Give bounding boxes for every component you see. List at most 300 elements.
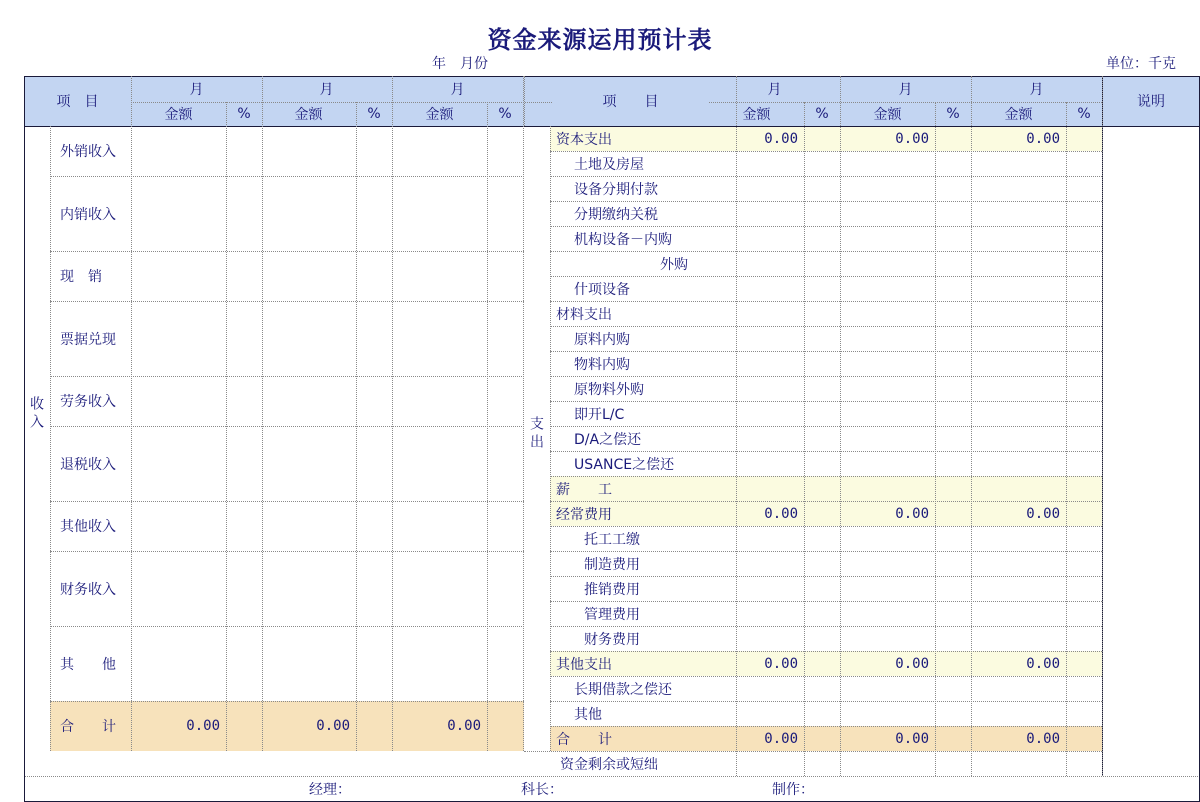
expense-row-label: D/A之偿还 bbox=[574, 431, 642, 448]
surplus-label: 资金剩余或短绌 bbox=[560, 756, 658, 773]
expense-percent-cell[interactable] bbox=[1066, 451, 1102, 476]
income-amount-cell[interactable] bbox=[261, 551, 356, 626]
expense-percent-cell[interactable] bbox=[804, 451, 840, 476]
header-percent-left-1: % bbox=[237, 106, 251, 122]
expense-amount-cell[interactable] bbox=[971, 601, 1060, 626]
income-amount-cell[interactable] bbox=[131, 376, 226, 426]
expense-percent-cell[interactable] bbox=[1066, 201, 1102, 226]
expense-percent-cell[interactable] bbox=[935, 226, 971, 251]
note-cell[interactable] bbox=[1102, 451, 1200, 476]
expense-amount-cell[interactable] bbox=[709, 426, 798, 451]
income-amount-cell[interactable] bbox=[392, 626, 487, 701]
income-percent-cell[interactable] bbox=[356, 626, 392, 701]
expense-percent-cell[interactable] bbox=[804, 126, 840, 151]
income-amount-cell[interactable] bbox=[131, 126, 226, 176]
expense-percent-cell[interactable] bbox=[935, 726, 971, 751]
income-amount-cell[interactable] bbox=[261, 376, 356, 426]
expense-amount-cell[interactable] bbox=[840, 451, 929, 476]
expense-amount-cell[interactable] bbox=[971, 226, 1060, 251]
income-percent-cell[interactable] bbox=[356, 251, 392, 301]
income-amount-cell[interactable] bbox=[392, 251, 487, 301]
expense-amount-cell[interactable] bbox=[840, 701, 929, 726]
expense-percent-cell[interactable] bbox=[1066, 551, 1102, 576]
expense-amount-cell[interactable]: 0.00 bbox=[1026, 730, 1060, 747]
expense-amount-cell[interactable]: 0.00 bbox=[1026, 130, 1060, 147]
income-percent-cell[interactable] bbox=[226, 426, 262, 501]
note-cell[interactable] bbox=[1102, 551, 1200, 576]
income-amount-cell[interactable] bbox=[392, 176, 487, 251]
expense-amount-cell[interactable] bbox=[709, 401, 798, 426]
expense-amount-cell[interactable] bbox=[971, 326, 1060, 351]
income-percent-cell[interactable] bbox=[356, 301, 392, 376]
header-item-right: 项 目 bbox=[602, 94, 659, 110]
expense-amount-cell[interactable] bbox=[840, 676, 929, 701]
expense-amount-cell[interactable]: 0.00 bbox=[764, 730, 798, 747]
income-row-label: 票据兑现 bbox=[60, 331, 116, 348]
surplus-note-cell[interactable] bbox=[1102, 751, 1200, 776]
expense-percent-cell[interactable] bbox=[1066, 676, 1102, 701]
expense-amount-cell[interactable] bbox=[709, 376, 798, 401]
expense-amount-cell[interactable] bbox=[709, 476, 798, 501]
expense-amount-cell[interactable] bbox=[971, 426, 1060, 451]
expense-amount-cell[interactable] bbox=[709, 526, 798, 551]
expense-percent-cell[interactable] bbox=[804, 226, 840, 251]
expense-row-divider bbox=[550, 351, 1102, 352]
income-percent-cell[interactable] bbox=[487, 176, 523, 251]
expense-percent-cell[interactable] bbox=[1066, 276, 1102, 301]
income-amount-cell[interactable] bbox=[131, 426, 226, 501]
note-cell[interactable] bbox=[1102, 576, 1200, 601]
right-amount-divider bbox=[935, 102, 936, 776]
income-row-divider bbox=[50, 176, 524, 177]
income-amount-cell[interactable] bbox=[261, 426, 356, 501]
note-cell[interactable] bbox=[1102, 351, 1200, 376]
expense-percent-cell[interactable] bbox=[935, 701, 971, 726]
income-amount-cell[interactable] bbox=[131, 501, 226, 551]
expense-percent-cell[interactable] bbox=[935, 551, 971, 576]
income-percent-cell[interactable] bbox=[226, 626, 262, 701]
income-amount-cell[interactable] bbox=[261, 251, 356, 301]
expense-percent-cell[interactable] bbox=[935, 326, 971, 351]
expense-row-divider bbox=[550, 226, 1102, 227]
expense-amount-cell[interactable] bbox=[971, 701, 1060, 726]
expense-row-label: 管理费用 bbox=[584, 606, 640, 623]
income-amount-cell[interactable] bbox=[392, 501, 487, 551]
expense-percent-cell[interactable] bbox=[1066, 226, 1102, 251]
note-cell[interactable] bbox=[1102, 426, 1200, 451]
expense-row-label: 财务费用 bbox=[584, 631, 640, 648]
expense-amount-cell[interactable] bbox=[709, 351, 798, 376]
expense-amount-cell[interactable] bbox=[840, 526, 929, 551]
income-amount-cell[interactable] bbox=[392, 376, 487, 426]
left-amount-divider bbox=[226, 102, 227, 751]
expense-percent-cell[interactable] bbox=[1066, 426, 1102, 451]
income-row-divider bbox=[50, 251, 524, 252]
expense-amount-cell[interactable] bbox=[971, 301, 1060, 326]
surplus-amount-cell[interactable] bbox=[971, 751, 1066, 776]
expense-row-label: 原料内购 bbox=[574, 331, 630, 348]
expense-amount-cell[interactable] bbox=[840, 576, 929, 601]
income-row-label: 内销收入 bbox=[60, 206, 116, 223]
left-month-divider bbox=[392, 76, 393, 751]
expense-row-divider bbox=[550, 551, 1102, 552]
expense-percent-cell[interactable] bbox=[804, 526, 840, 551]
expense-amount-cell[interactable] bbox=[709, 276, 798, 301]
expense-percent-cell[interactable] bbox=[1066, 476, 1102, 501]
note-cell[interactable] bbox=[1102, 201, 1200, 226]
expense-amount-cell[interactable] bbox=[971, 151, 1060, 176]
expense-percent-cell[interactable] bbox=[804, 626, 840, 651]
header-month-right-2: 月 bbox=[898, 82, 913, 98]
expense-section-label: 支出 bbox=[528, 416, 544, 452]
expense-percent-cell[interactable] bbox=[804, 726, 840, 751]
expense-percent-cell[interactable] bbox=[935, 451, 971, 476]
expense-amount-cell[interactable] bbox=[709, 676, 798, 701]
income-percent-cell[interactable] bbox=[487, 126, 523, 176]
header-left-sub-divider bbox=[131, 102, 552, 103]
expense-amount-cell[interactable] bbox=[971, 576, 1060, 601]
expense-row-label: 即开L/C bbox=[574, 406, 625, 423]
expense-row-label: 分期缴纳关税 bbox=[574, 206, 658, 223]
note-cell[interactable] bbox=[1102, 401, 1200, 426]
expense-percent-cell[interactable] bbox=[804, 376, 840, 401]
header-month-left-3: 月 bbox=[450, 82, 465, 98]
note-cell[interactable] bbox=[1102, 151, 1200, 176]
expense-percent-cell[interactable] bbox=[935, 151, 971, 176]
expense-percent-cell[interactable] bbox=[935, 176, 971, 201]
expense-row-divider bbox=[550, 326, 1102, 327]
expense-percent-cell[interactable] bbox=[804, 426, 840, 451]
expense-percent-cell[interactable] bbox=[935, 576, 971, 601]
note-cell[interactable] bbox=[1102, 676, 1200, 701]
note-cell[interactable] bbox=[1102, 226, 1200, 251]
expense-amount-cell[interactable] bbox=[709, 226, 798, 251]
expense-amount-cell[interactable] bbox=[971, 251, 1060, 276]
income-amount-cell[interactable] bbox=[131, 301, 226, 376]
income-amount-cell[interactable] bbox=[261, 501, 356, 551]
expense-row-label: 推销费用 bbox=[584, 581, 640, 598]
income-percent-cell[interactable] bbox=[487, 376, 523, 426]
expense-percent-cell[interactable] bbox=[935, 626, 971, 651]
income-percent-cell[interactable] bbox=[356, 551, 392, 626]
expense-amount-cell[interactable] bbox=[971, 276, 1060, 301]
expense-amount-cell[interactable] bbox=[971, 676, 1060, 701]
expense-percent-cell[interactable] bbox=[1066, 151, 1102, 176]
expense-percent-cell[interactable] bbox=[804, 551, 840, 576]
expense-amount-cell[interactable] bbox=[709, 151, 798, 176]
expense-percent-cell[interactable] bbox=[935, 401, 971, 426]
header-month-left-1: 月 bbox=[189, 82, 204, 98]
income-percent-cell[interactable] bbox=[226, 376, 262, 426]
expense-percent-cell[interactable] bbox=[804, 276, 840, 301]
expense-amount-cell[interactable]: 0.00 bbox=[764, 505, 798, 522]
income-amount-cell[interactable] bbox=[131, 251, 226, 301]
income-percent-cell[interactable] bbox=[226, 501, 262, 551]
income-row-label: 劳务收入 bbox=[60, 394, 116, 410]
expense-percent-cell[interactable] bbox=[804, 401, 840, 426]
expense-amount-cell[interactable] bbox=[709, 701, 798, 726]
expense-percent-cell[interactable] bbox=[935, 301, 971, 326]
income-row-label: 退税收入 bbox=[60, 456, 116, 473]
surplus-percent-cell[interactable] bbox=[1066, 751, 1102, 776]
expense-percent-cell[interactable] bbox=[935, 476, 971, 501]
expense-amount-cell[interactable] bbox=[840, 176, 929, 201]
note-cell[interactable] bbox=[1102, 126, 1200, 151]
note-cell[interactable] bbox=[1102, 376, 1200, 401]
income-percent-cell[interactable] bbox=[226, 301, 262, 376]
expense-percent-cell[interactable] bbox=[804, 151, 840, 176]
expense-percent-cell[interactable] bbox=[1066, 726, 1102, 751]
expense-percent-cell[interactable] bbox=[804, 476, 840, 501]
right-amount-divider bbox=[804, 102, 805, 776]
expense-percent-cell[interactable] bbox=[804, 251, 840, 276]
left-amount-divider bbox=[356, 102, 357, 751]
income-label-divider bbox=[50, 126, 51, 751]
expense-percent-cell[interactable] bbox=[1066, 126, 1102, 151]
expense-percent-cell[interactable] bbox=[1066, 626, 1102, 651]
expense-label-divider bbox=[550, 126, 551, 751]
note-cell[interactable] bbox=[1102, 501, 1200, 526]
expense-amount-cell[interactable] bbox=[709, 451, 798, 476]
expense-percent-cell[interactable] bbox=[804, 676, 840, 701]
note-cell[interactable] bbox=[1102, 526, 1200, 551]
expense-amount-cell[interactable] bbox=[971, 201, 1060, 226]
expense-amount-cell[interactable] bbox=[840, 251, 929, 276]
expense-percent-cell[interactable] bbox=[804, 326, 840, 351]
expense-amount-cell[interactable] bbox=[840, 151, 929, 176]
expense-percent-cell[interactable] bbox=[804, 576, 840, 601]
expense-row-divider bbox=[550, 626, 1102, 627]
expense-percent-cell[interactable] bbox=[804, 351, 840, 376]
expense-amount-cell[interactable]: 0.00 bbox=[895, 655, 929, 672]
expense-percent-cell[interactable] bbox=[1066, 301, 1102, 326]
expense-amount-cell[interactable]: 0.00 bbox=[1026, 505, 1060, 522]
expense-percent-cell[interactable] bbox=[935, 126, 971, 151]
income-percent-cell[interactable] bbox=[226, 126, 262, 176]
expense-amount-cell[interactable] bbox=[840, 626, 929, 651]
expense-amount-cell[interactable] bbox=[709, 301, 798, 326]
expense-percent-cell[interactable] bbox=[804, 651, 840, 676]
expense-percent-cell[interactable] bbox=[935, 501, 971, 526]
income-percent-cell[interactable] bbox=[487, 301, 523, 376]
header-percent-left-2: % bbox=[367, 106, 381, 122]
expense-percent-cell[interactable] bbox=[1066, 251, 1102, 276]
income-percent-cell[interactable] bbox=[226, 176, 262, 251]
right-item-divider bbox=[736, 76, 737, 776]
income-amount-cell[interactable] bbox=[261, 626, 356, 701]
income-percent-cell[interactable] bbox=[356, 426, 392, 501]
note-cell[interactable] bbox=[1102, 276, 1200, 301]
income-amount-cell[interactable] bbox=[392, 426, 487, 501]
expense-amount-cell[interactable] bbox=[840, 326, 929, 351]
income-row-label: 其他收入 bbox=[60, 519, 116, 535]
note-cell[interactable] bbox=[1102, 251, 1200, 276]
note-cell[interactable] bbox=[1102, 326, 1200, 351]
income-percent-cell[interactable] bbox=[487, 501, 523, 551]
expense-row-label: 其他支出 bbox=[556, 656, 612, 673]
expense-amount-cell[interactable] bbox=[971, 451, 1060, 476]
expense-percent-cell[interactable] bbox=[1066, 576, 1102, 601]
surplus-percent-cell[interactable] bbox=[935, 751, 971, 776]
header-month-left-2: 月 bbox=[319, 82, 334, 98]
expense-row-divider bbox=[550, 376, 1102, 377]
income-percent-cell[interactable] bbox=[356, 501, 392, 551]
expense-amount-cell[interactable] bbox=[709, 201, 798, 226]
expense-percent-cell[interactable] bbox=[1066, 601, 1102, 626]
income-amount-cell[interactable] bbox=[131, 176, 226, 251]
income-amount-cell[interactable] bbox=[261, 176, 356, 251]
expense-percent-cell[interactable] bbox=[804, 301, 840, 326]
expense-amount-cell[interactable] bbox=[971, 476, 1060, 501]
right-month-divider bbox=[1102, 76, 1103, 776]
expense-row-label: 其他 bbox=[574, 706, 602, 723]
expense-percent-cell[interactable] bbox=[804, 176, 840, 201]
header-amount-right-3: 金额 bbox=[1004, 107, 1033, 123]
expense-amount-cell[interactable] bbox=[971, 526, 1060, 551]
expense-amount-cell[interactable] bbox=[971, 401, 1060, 426]
expense-amount-cell[interactable]: 0.00 bbox=[764, 130, 798, 147]
expense-amount-cell[interactable] bbox=[971, 176, 1060, 201]
expense-amount-cell[interactable] bbox=[840, 226, 929, 251]
expense-amount-cell[interactable] bbox=[840, 351, 929, 376]
expense-amount-cell[interactable] bbox=[840, 426, 929, 451]
surplus-amount-cell[interactable] bbox=[840, 751, 935, 776]
expense-amount-cell[interactable] bbox=[709, 251, 798, 276]
income-percent-cell[interactable] bbox=[487, 251, 523, 301]
header-percent-right-2: % bbox=[946, 106, 960, 122]
note-cell[interactable] bbox=[1102, 476, 1200, 501]
expense-row-label: 合 计 bbox=[556, 731, 612, 748]
expense-amount-cell[interactable] bbox=[709, 326, 798, 351]
expense-percent-cell[interactable] bbox=[804, 701, 840, 726]
expense-amount-cell[interactable] bbox=[840, 551, 929, 576]
income-percent-cell[interactable] bbox=[356, 176, 392, 251]
expense-amount-cell[interactable] bbox=[840, 376, 929, 401]
left-amount-divider bbox=[487, 102, 488, 751]
surplus-amount-cell[interactable] bbox=[709, 751, 804, 776]
expense-row-divider bbox=[550, 601, 1102, 602]
note-cell[interactable] bbox=[1102, 601, 1200, 626]
expense-amount-cell[interactable] bbox=[840, 301, 929, 326]
expense-percent-cell[interactable] bbox=[1066, 326, 1102, 351]
surplus-percent-cell[interactable] bbox=[804, 751, 840, 776]
expense-percent-cell[interactable] bbox=[1066, 176, 1102, 201]
income-amount-cell[interactable] bbox=[392, 126, 487, 176]
expense-percent-cell[interactable] bbox=[804, 601, 840, 626]
expense-percent-cell[interactable] bbox=[935, 376, 971, 401]
income-amount-cell[interactable] bbox=[131, 626, 226, 701]
left-month-divider bbox=[262, 76, 263, 751]
expense-row-label: 设备分期付款 bbox=[574, 181, 658, 198]
note-cell[interactable] bbox=[1102, 701, 1200, 726]
note-cell[interactable] bbox=[1102, 176, 1200, 201]
expense-amount-cell[interactable] bbox=[709, 576, 798, 601]
income-percent-cell[interactable] bbox=[487, 551, 523, 626]
header-right-sub-divider bbox=[709, 102, 1102, 103]
expense-amount-cell[interactable] bbox=[840, 276, 929, 301]
header-month-right-3: 月 bbox=[1029, 82, 1044, 98]
expense-amount-cell[interactable] bbox=[709, 601, 798, 626]
income-amount-cell[interactable] bbox=[392, 301, 487, 376]
expense-amount-cell[interactable] bbox=[840, 476, 929, 501]
expense-percent-cell[interactable] bbox=[935, 426, 971, 451]
expense-row-divider bbox=[550, 576, 1102, 577]
expense-amount-cell[interactable]: 0.00 bbox=[1026, 655, 1060, 672]
income-percent-cell[interactable] bbox=[487, 426, 523, 501]
expense-row-divider bbox=[550, 676, 1102, 677]
expense-percent-cell[interactable] bbox=[804, 201, 840, 226]
expense-row-divider bbox=[550, 201, 1102, 202]
income-percent-cell[interactable] bbox=[356, 376, 392, 426]
income-percent-cell[interactable] bbox=[226, 251, 262, 301]
expense-amount-cell[interactable] bbox=[709, 551, 798, 576]
expense-amount-cell[interactable] bbox=[840, 401, 929, 426]
expense-row-label: USANCE之偿还 bbox=[574, 456, 675, 473]
expense-percent-cell[interactable] bbox=[1066, 376, 1102, 401]
expense-amount-cell[interactable] bbox=[971, 551, 1060, 576]
manager-label: 经理： bbox=[309, 782, 351, 798]
expense-amount-cell[interactable]: 0.00 bbox=[764, 655, 798, 672]
signature-divider bbox=[24, 776, 1200, 777]
income-amount-cell[interactable] bbox=[261, 126, 356, 176]
expense-percent-cell[interactable] bbox=[935, 251, 971, 276]
expense-percent-cell[interactable] bbox=[1066, 526, 1102, 551]
income-amount-cell[interactable] bbox=[392, 551, 487, 626]
expense-amount-cell[interactable] bbox=[971, 376, 1060, 401]
expense-percent-cell[interactable] bbox=[1066, 501, 1102, 526]
expense-percent-cell[interactable] bbox=[935, 651, 971, 676]
income-row-label: 其 他 bbox=[60, 656, 116, 673]
expense-amount-cell[interactable] bbox=[709, 626, 798, 651]
expense-amount-cell[interactable] bbox=[840, 201, 929, 226]
note-cell[interactable] bbox=[1102, 651, 1200, 676]
expense-percent-cell[interactable] bbox=[1066, 351, 1102, 376]
expense-percent-cell[interactable] bbox=[1066, 401, 1102, 426]
expense-amount-cell[interactable] bbox=[971, 626, 1060, 651]
expense-row-divider bbox=[550, 501, 1102, 502]
income-amount-cell[interactable] bbox=[131, 551, 226, 626]
income-percent-cell[interactable] bbox=[356, 126, 392, 176]
expense-percent-cell[interactable] bbox=[935, 351, 971, 376]
expense-amount-cell[interactable] bbox=[971, 351, 1060, 376]
expense-percent-cell[interactable] bbox=[935, 201, 971, 226]
income-percent-cell[interactable] bbox=[226, 551, 262, 626]
expense-percent-cell[interactable] bbox=[804, 501, 840, 526]
note-cell[interactable] bbox=[1102, 726, 1200, 751]
expense-amount-cell[interactable]: 0.00 bbox=[895, 730, 929, 747]
income-amount-cell[interactable] bbox=[261, 301, 356, 376]
income-total-value: 0.00 bbox=[316, 718, 350, 734]
income-percent-cell[interactable] bbox=[487, 626, 523, 701]
note-cell[interactable] bbox=[1102, 626, 1200, 651]
expense-row-label: 薪 工 bbox=[556, 481, 612, 498]
expense-amount-cell[interactable] bbox=[840, 601, 929, 626]
top-border bbox=[24, 76, 1200, 77]
expense-percent-cell[interactable] bbox=[1066, 651, 1102, 676]
header-amount-left-3: 金额 bbox=[425, 107, 454, 123]
expense-amount-cell[interactable]: 0.00 bbox=[895, 130, 929, 147]
expense-percent-cell[interactable] bbox=[1066, 701, 1102, 726]
expense-amount-cell[interactable]: 0.00 bbox=[895, 505, 929, 522]
expense-percent-cell[interactable] bbox=[935, 276, 971, 301]
expense-percent-cell[interactable] bbox=[935, 676, 971, 701]
note-cell[interactable] bbox=[1102, 301, 1200, 326]
expense-row-divider bbox=[550, 176, 1102, 177]
header-mid-divider bbox=[524, 76, 525, 126]
expense-amount-cell[interactable] bbox=[709, 176, 798, 201]
expense-percent-cell[interactable] bbox=[935, 601, 971, 626]
expense-percent-cell[interactable] bbox=[935, 526, 971, 551]
